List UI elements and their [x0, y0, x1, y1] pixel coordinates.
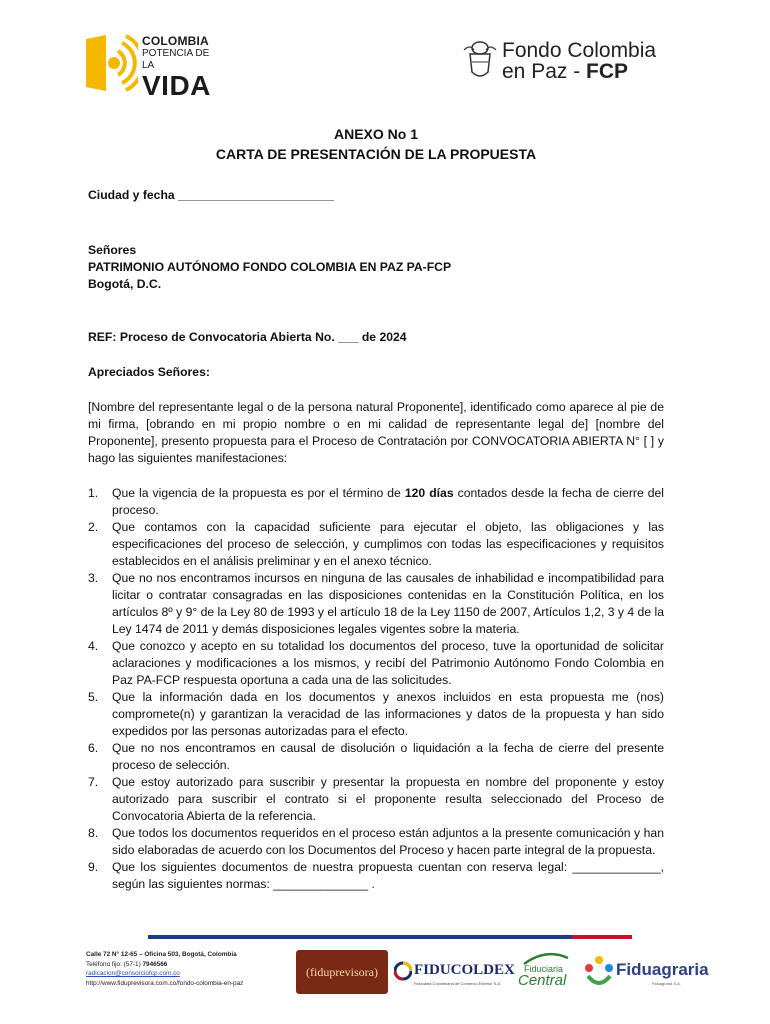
addressee-salutation: Señores — [88, 243, 137, 257]
fcp-logo-line1: Fondo Colombia — [502, 39, 657, 62]
list-item-number: 4. — [88, 639, 99, 653]
footer-contact — [86, 950, 296, 988]
colombia-potencia-logo — [82, 33, 222, 101]
fiduagraria-flower-icon — [584, 954, 614, 990]
footer-web-link[interactable]: http://www.fiduprevisora.com.co/fondo-colombia-en-paz — [86, 979, 244, 987]
list-item-text: Que conozco y acepto en su totalidad los documentos del proceso, tuve la oportunidad de solicitar aclaraciones y modificaciones a los mismos, y recibí del Patrimonio Autónomo Fondo Colombia en Paz PA-FCP respuesta oportuna a cada una de las solicitudes. — [112, 639, 664, 687]
list-item-text: Que la información dada en los documentos y anexos incluidos en esta propuesta me (nos) compromete(n) y garantizan la veracidad de las informaciones y datos de la propuesta y han sido expedidos por las personas autorizadas para el efecto. — [112, 690, 664, 738]
central-line2: Central — [518, 972, 567, 989]
footer-address: Calle 72 N° 12-65 – Oficina 503, Bogotá, Colombia — [86, 951, 237, 958]
fiduagraria-logo — [582, 950, 707, 994]
list-item — [88, 519, 664, 570]
fiduagraria-tagline: Fiduagraria S.A. — [652, 981, 681, 986]
list-item-text: Que contamos con la capacidad suficiente para ejecutar el objeto, las obligaciones y las especificaciones del proceso de selección, y cumplimos con todas las especificaciones y requisitos establecidos en el análisis preliminar y en el anexo técnico. — [112, 520, 664, 568]
list-item — [88, 825, 664, 859]
colombia-logo-icon — [82, 33, 138, 93]
fiduprevisora-logo: (fiduprevisora) — [296, 950, 388, 994]
footer-divider-accent — [572, 935, 632, 939]
fondo-colombia-en-paz-logo — [462, 38, 682, 88]
list-item-number: 1. — [88, 486, 99, 500]
list-item-bold-text: 120 días — [404, 486, 454, 500]
list-item-text: Que todos los documentos requeridos en el proceso están adjuntos a la presente comunicación y han sido elaboradas de acuerdo con los Documentos del Proceso y hacen parte integral de la propuesta. — [112, 826, 664, 857]
addressee-city: Bogotá, D.C. — [88, 277, 162, 291]
list-item — [88, 859, 664, 893]
list-item — [88, 485, 664, 519]
list-item-text-end: contados desde la fecha de cierre del proceso. — [112, 486, 665, 517]
fiducoldex-name: FIDUCOLDEX — [414, 962, 515, 978]
footer-phone-label: Teléfono fijo: (57-1) — [86, 960, 143, 968]
coat-of-arms-icon — [462, 38, 498, 82]
intro-paragraph: [Nombre del representante legal o de la persona natural Proponente], identificado como aparece al pie de mi firma, [obrando en mi propio nombre o en mi calidad de representante legal de] [nombre del Proponente], presento propuesta para el Proceso de Contratación por CONVOCATORIA ABIERTA N° [ ] y hago las siguientes manifestaciones: — [88, 400, 664, 465]
list-item-number: 6. — [88, 741, 99, 755]
page-header — [0, 0, 770, 110]
document-body — [88, 120, 664, 893]
fiduciaria-central-logo — [516, 950, 576, 994]
greeting: Apreciados Señores: — [88, 365, 210, 379]
fcp-logo-line2: en Paz - — [502, 60, 587, 83]
fiducoldex-tagline: Fiduciaria Colombiana de Comercio Exterior S.A. — [414, 981, 502, 986]
list-item — [88, 774, 664, 825]
reference-line: REF: Proceso de Convocatoria Abierta No. ___ de 2024 — [88, 330, 407, 344]
list-item-text: Que no nos encontramos incursos en ninguna de las causales de inhabilidad e incompatibilidad para licitar o contratar consagradas en las disposiciones contenidas en la Constitución Política, en los artículos 8º y 9° de la Ley 80 de 1993 y el artículo 18 de la Ley 1150 de 2007, Artículos 1,2, 3 y 4 de la Ley 1474 de 2011 y demás disposiciones legales vigentes sobre la materia. — [112, 571, 664, 636]
fiducoldex-logo — [394, 950, 515, 994]
document-title: ANEXO No 1 — [333, 126, 418, 142]
list-item — [88, 570, 664, 638]
list-item-number: 8. — [88, 826, 99, 840]
logo-line2: POTENCIA DE LA — [142, 48, 210, 71]
list-item-number: 5. — [88, 690, 99, 704]
list-item-text: Que no nos encontramos en causal de disolución o liquidación a la fecha de cierre del presente proceso de selección. — [112, 741, 664, 772]
list-item-text: Que los siguientes documentos de nuestra propuesta cuentan con reserva legal: _____________, según las siguientes normas: ______________ . — [112, 860, 664, 891]
list-item — [88, 740, 664, 774]
logo-line1: COLOMBIA — [142, 34, 209, 48]
list-item-number: 7. — [88, 775, 99, 789]
logo-line3: VIDA — [142, 70, 211, 101]
central-line1: Fiduciaria — [524, 964, 564, 974]
city-date-line: Ciudad y fecha _______________________ — [88, 188, 334, 202]
list-item-text: Que la vigencia de la propuesta es por el término de — [112, 486, 405, 500]
list-item — [88, 689, 664, 740]
footer-email-link[interactable]: radicacion@consorciofcp.com.co — [86, 970, 180, 977]
list-item-number: 9. — [88, 860, 99, 874]
fcp-logo-abbr: FCP — [586, 60, 629, 83]
list-item-number: 3. — [88, 571, 99, 585]
document-subtitle: CARTA DE PRESENTACIÓN DE LA PROPUESTA — [215, 146, 537, 162]
addressee-entity: PATRIMONIO AUTÓNOMO FONDO COLOMBIA EN PAZ PA-FCP — [88, 260, 452, 274]
manifestations-list — [88, 485, 664, 893]
fiduagraria-name: Fiduagraria — [616, 960, 709, 979]
list-item — [88, 638, 664, 689]
list-item-text: Que estoy autorizado para suscribir y presentar la propuesta en nombre del proponente y estoy autorizado para suscribir el contrato si el proponente resulta seleccionado del Proceso de Convocatoria Abierta de la referencia. — [112, 775, 664, 823]
fiducoldex-mark-icon — [394, 956, 412, 986]
footer-divider — [148, 935, 632, 939]
footer-phone: 7946566 — [142, 960, 168, 968]
list-item-number: 2. — [88, 520, 99, 534]
